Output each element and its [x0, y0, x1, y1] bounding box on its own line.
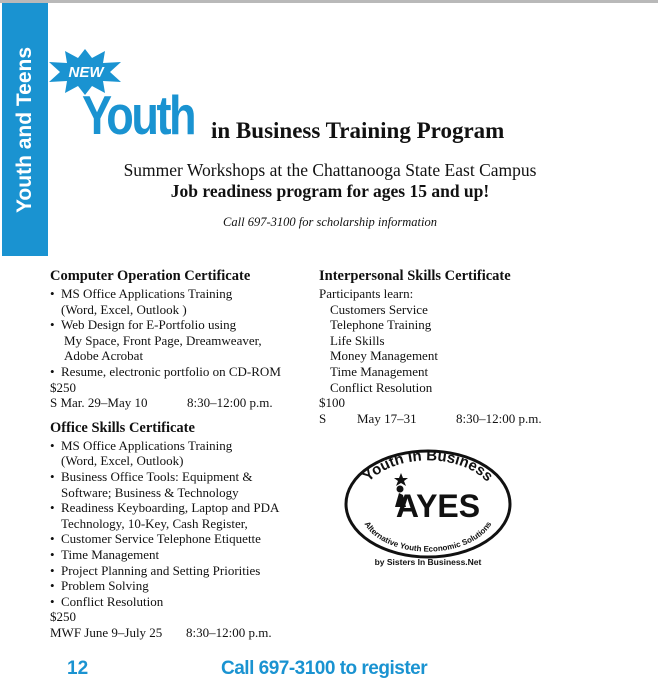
list-item: Life Skills: [330, 332, 385, 348]
youth-heading: Youth: [82, 84, 195, 146]
list-item-detail: (Word, Excel, Outlook ): [61, 301, 187, 317]
new-badge-label: NEW: [68, 63, 104, 81]
schedule-days: MWF June 9–July 25: [50, 624, 163, 640]
interpersonal-cert-title: Interpersonal Skills Certificate: [319, 268, 511, 284]
list-item-detail: Adobe Acrobat: [64, 348, 144, 364]
schedule-time: 8:30–12:00 p.m.: [187, 395, 273, 411]
register-call-to-action: Call 697-3100 to register: [221, 658, 428, 679]
price: $250: [50, 609, 76, 625]
schedule-time: 8:30–12:00 p.m.: [456, 410, 542, 426]
left-column: [50, 268, 310, 640]
list-item: Telephone Training: [330, 317, 432, 333]
schedule-day: S: [319, 410, 327, 426]
list-item: • Resume, electronic portfolio on CD-ROM: [50, 364, 310, 380]
list-item-detail: My Space, Front Page, Dreamweaver,: [64, 332, 262, 348]
section-side-tab: [2, 3, 48, 256]
logo-arc-bottom: Alternative Youth Economic Solutions: [362, 519, 494, 554]
intro-text: Participants learn:: [319, 286, 414, 301]
list-item: • Customer Service Telephone Etiquette: [50, 531, 310, 547]
list-item: • Readiness Keyboarding, Laptop and PDA: [50, 500, 310, 516]
list-item: Money Management: [330, 348, 438, 364]
list-item: Customers Service: [330, 301, 428, 317]
list-item-detail: Technology, 10-Key, Cash Register,: [61, 515, 248, 531]
schedule-days: S Mar. 29–May 10: [50, 395, 148, 411]
computer-cert-title: Computer Operation Certificate: [50, 268, 251, 284]
list-item: • Web Design for E-Portfolio using: [50, 317, 310, 333]
scholarship-info: Call 697-3100 for scholarship information: [223, 215, 437, 229]
schedule-dates: May 17–31: [357, 410, 417, 426]
right-column: [319, 268, 569, 426]
price: $100: [319, 395, 345, 411]
schedule: [319, 411, 569, 427]
schedule-time: 8:30–12:00 p.m.: [186, 624, 272, 640]
list-item: • Problem Solving: [50, 578, 310, 594]
list-item: • Time Management: [50, 547, 310, 563]
office-cert-title: Office Skills Certificate: [50, 419, 195, 436]
list-item: Conflict Resolution: [330, 379, 433, 395]
list-item: Time Management: [330, 363, 429, 379]
age-requirement: Job readiness program for ages 15 and up!: [170, 181, 490, 201]
workshop-location: Summer Workshops at the Chattanooga State East Campus: [123, 160, 537, 180]
top-rule: [0, 0, 658, 3]
price: $250: [50, 379, 76, 395]
ayes-logo: [343, 447, 513, 569]
list-item-detail: (Word, Excel, Outlook): [61, 453, 184, 469]
list-item: • MS Office Applications Training: [50, 438, 310, 454]
list-item: • Conflict Resolution: [50, 594, 310, 610]
list-item-detail: Software; Business & Technology: [61, 484, 239, 500]
program-title: in Business Training Program: [211, 118, 505, 143]
list-item: • Project Planning and Setting Priorities: [50, 563, 310, 579]
schedule: [50, 395, 310, 411]
list-item: • MS Office Applications Training: [50, 286, 310, 302]
page-number: 12: [67, 658, 89, 679]
logo-byline: by Sisters In Business.Net: [374, 557, 482, 567]
list-item: • Business Office Tools: Equipment &: [50, 469, 310, 485]
side-tab-label: Youth and Teens: [13, 46, 36, 213]
logo-arc-top: Youth In Business: [359, 447, 497, 486]
logo-center-text: AYES: [395, 488, 481, 524]
schedule: [50, 625, 310, 641]
